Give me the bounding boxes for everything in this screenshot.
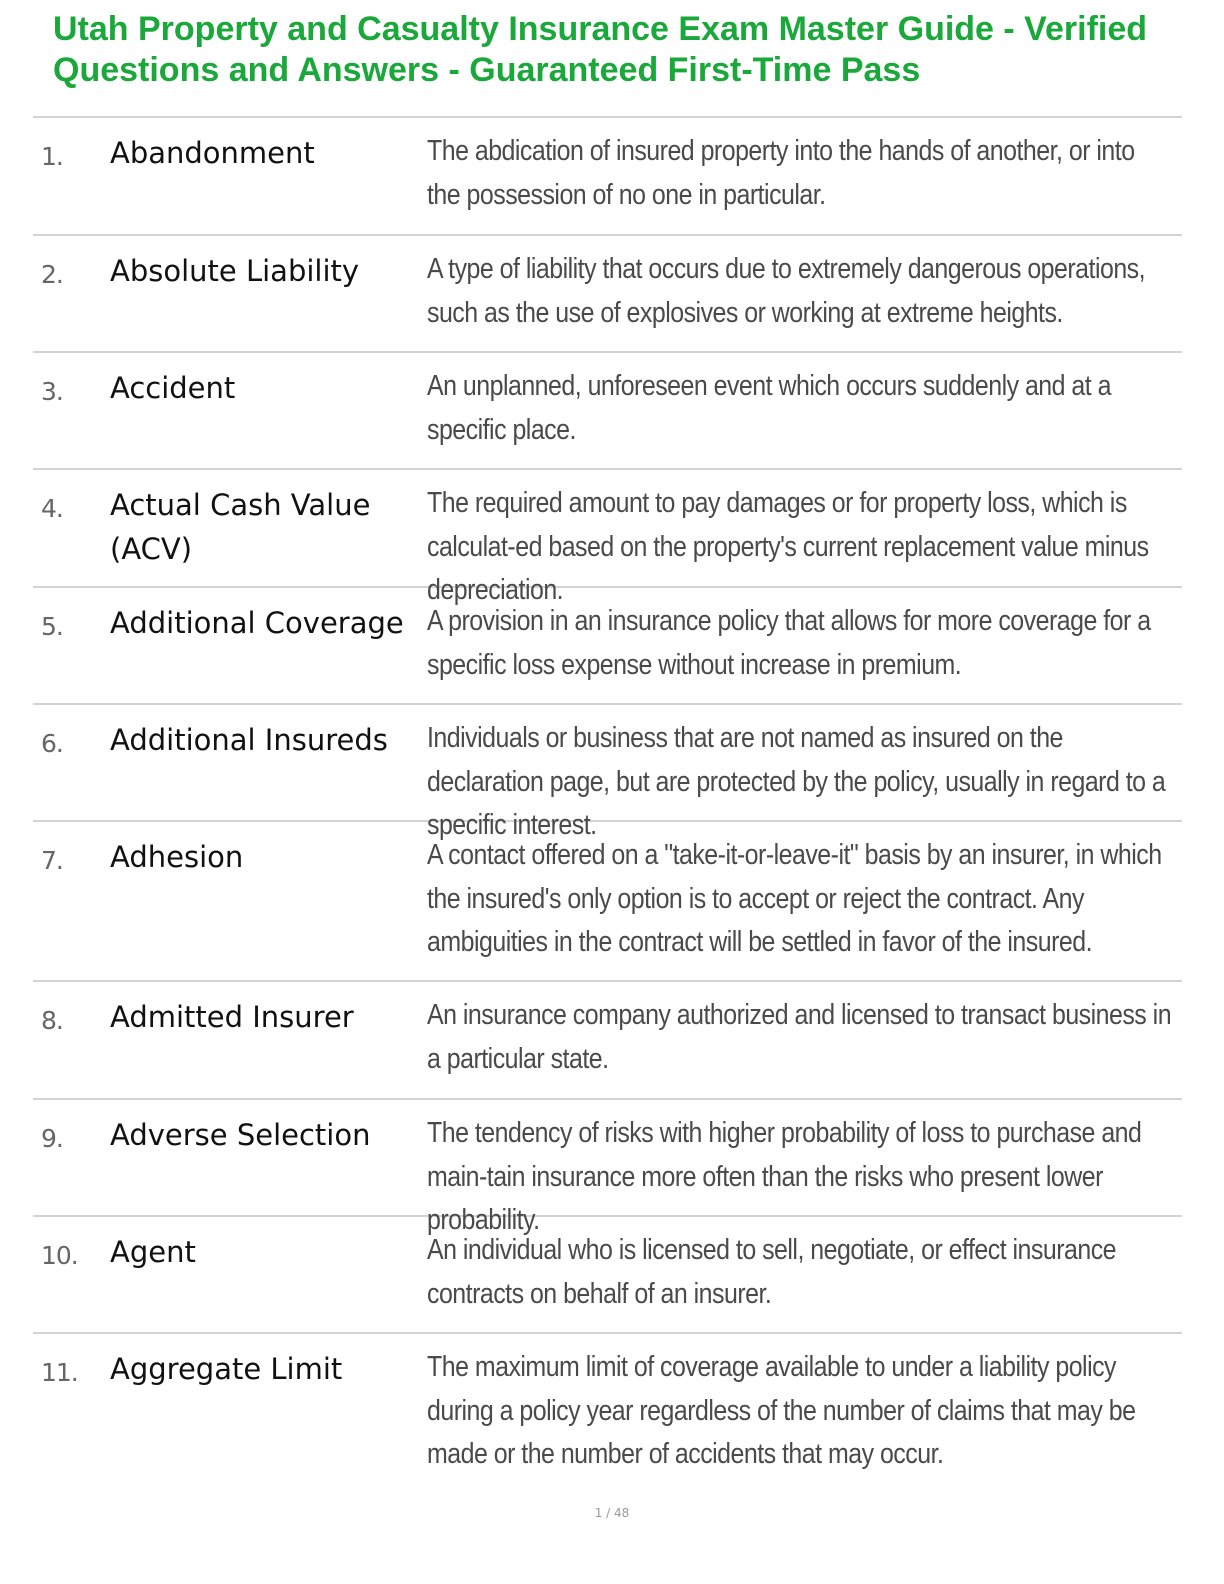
entry-number: 10. xyxy=(41,1241,78,1270)
entry-term: Accident xyxy=(110,371,236,405)
entry-term: Additional Insureds xyxy=(110,723,388,757)
entry-definition: Individuals or business that are not named as insured on the declaration page, but are protected by the policy, usually in regard to a specific interest. xyxy=(427,722,1166,841)
entry-definition: The maximum limit of coverage available to under a liability policy during a policy year regardless of the number of claims that may be made or the number of accidents that may occur. xyxy=(427,1351,1136,1470)
glossary-row xyxy=(33,1217,1182,1334)
entry-term: Adhesion xyxy=(110,840,244,874)
entry-number: 6. xyxy=(41,729,63,758)
glossary-row xyxy=(33,982,1182,1100)
entry-term: Admitted Insurer xyxy=(110,1000,354,1034)
glossary-row xyxy=(33,470,1182,606)
entry-term: Adverse Selection xyxy=(110,1118,371,1152)
entry-number: 9. xyxy=(41,1124,63,1153)
entry-number: 4. xyxy=(41,494,63,523)
entry-definition: An individual who is licensed to sell, negotiate, or effect insurance contracts on behalf of an insurer. xyxy=(427,1234,1117,1310)
entry-term: Additional Coverage xyxy=(110,606,404,640)
entry-term: Absolute Liability xyxy=(110,254,360,288)
entry-number: 3. xyxy=(41,377,63,406)
entry-definition: An unplanned, unforeseen event which occurs suddenly and at a specific place. xyxy=(427,370,1111,446)
entry-definition: The tendency of risks with higher probability of loss to purchase and main-tain insurance more often than the risks who present lower probability. xyxy=(427,1117,1142,1236)
entry-term: Agent xyxy=(110,1235,196,1269)
entry-number: 5. xyxy=(41,612,63,641)
glossary-row xyxy=(33,1334,1182,1484)
glossary-row xyxy=(33,1100,1182,1236)
page-indicator: 1 / 48 xyxy=(594,1506,630,1520)
document-title: Utah Property and Casualty Insurance Exam Master Guide - Verified Questions and Answers - Guaranteed First-Time Pass xyxy=(53,10,1148,89)
entry-number: 7. xyxy=(41,846,63,875)
entry-definition: The required amount to pay damages or for property loss, which is calculat-ed based on the property's current replacement value minus depreciation. xyxy=(427,487,1149,606)
entry-number: 1. xyxy=(41,142,63,171)
entry-definition: An insurance company authorized and licensed to transact business in a particular state. xyxy=(427,999,1172,1075)
glossary-row xyxy=(33,236,1182,353)
entry-term: Aggregate Limit xyxy=(110,1352,343,1386)
entry-number: 11. xyxy=(41,1358,78,1387)
glossary-table xyxy=(33,116,1182,1484)
glossary-row xyxy=(33,705,1182,841)
entry-number: 8. xyxy=(41,1006,63,1035)
glossary-row xyxy=(33,822,1182,982)
entry-term: Abandonment xyxy=(110,136,315,170)
glossary-row xyxy=(33,588,1182,705)
entry-definition: The abdication of insured property into the hands of another, or into the possession of no one in particular. xyxy=(427,135,1135,211)
glossary-row xyxy=(33,353,1182,470)
entry-term: Actual Cash Value (ACV) xyxy=(110,488,371,566)
entry-definition: A provision in an insurance policy that allows for more coverage for a specific loss expense without increase in premium. xyxy=(427,605,1151,681)
entry-definition: A contact offered on a "take-it-or-leave-it" basis by an insurer, in which the insured's only option is to accept or reject the contract. Any ambiguities in the contract will be settled in favor of the insured. xyxy=(427,839,1162,958)
entry-number: 2. xyxy=(41,260,63,289)
glossary-row xyxy=(33,118,1182,236)
entry-definition: A type of liability that occurs due to extremely dangerous operations, such as the use of explosives or working at extreme heights. xyxy=(427,253,1146,329)
